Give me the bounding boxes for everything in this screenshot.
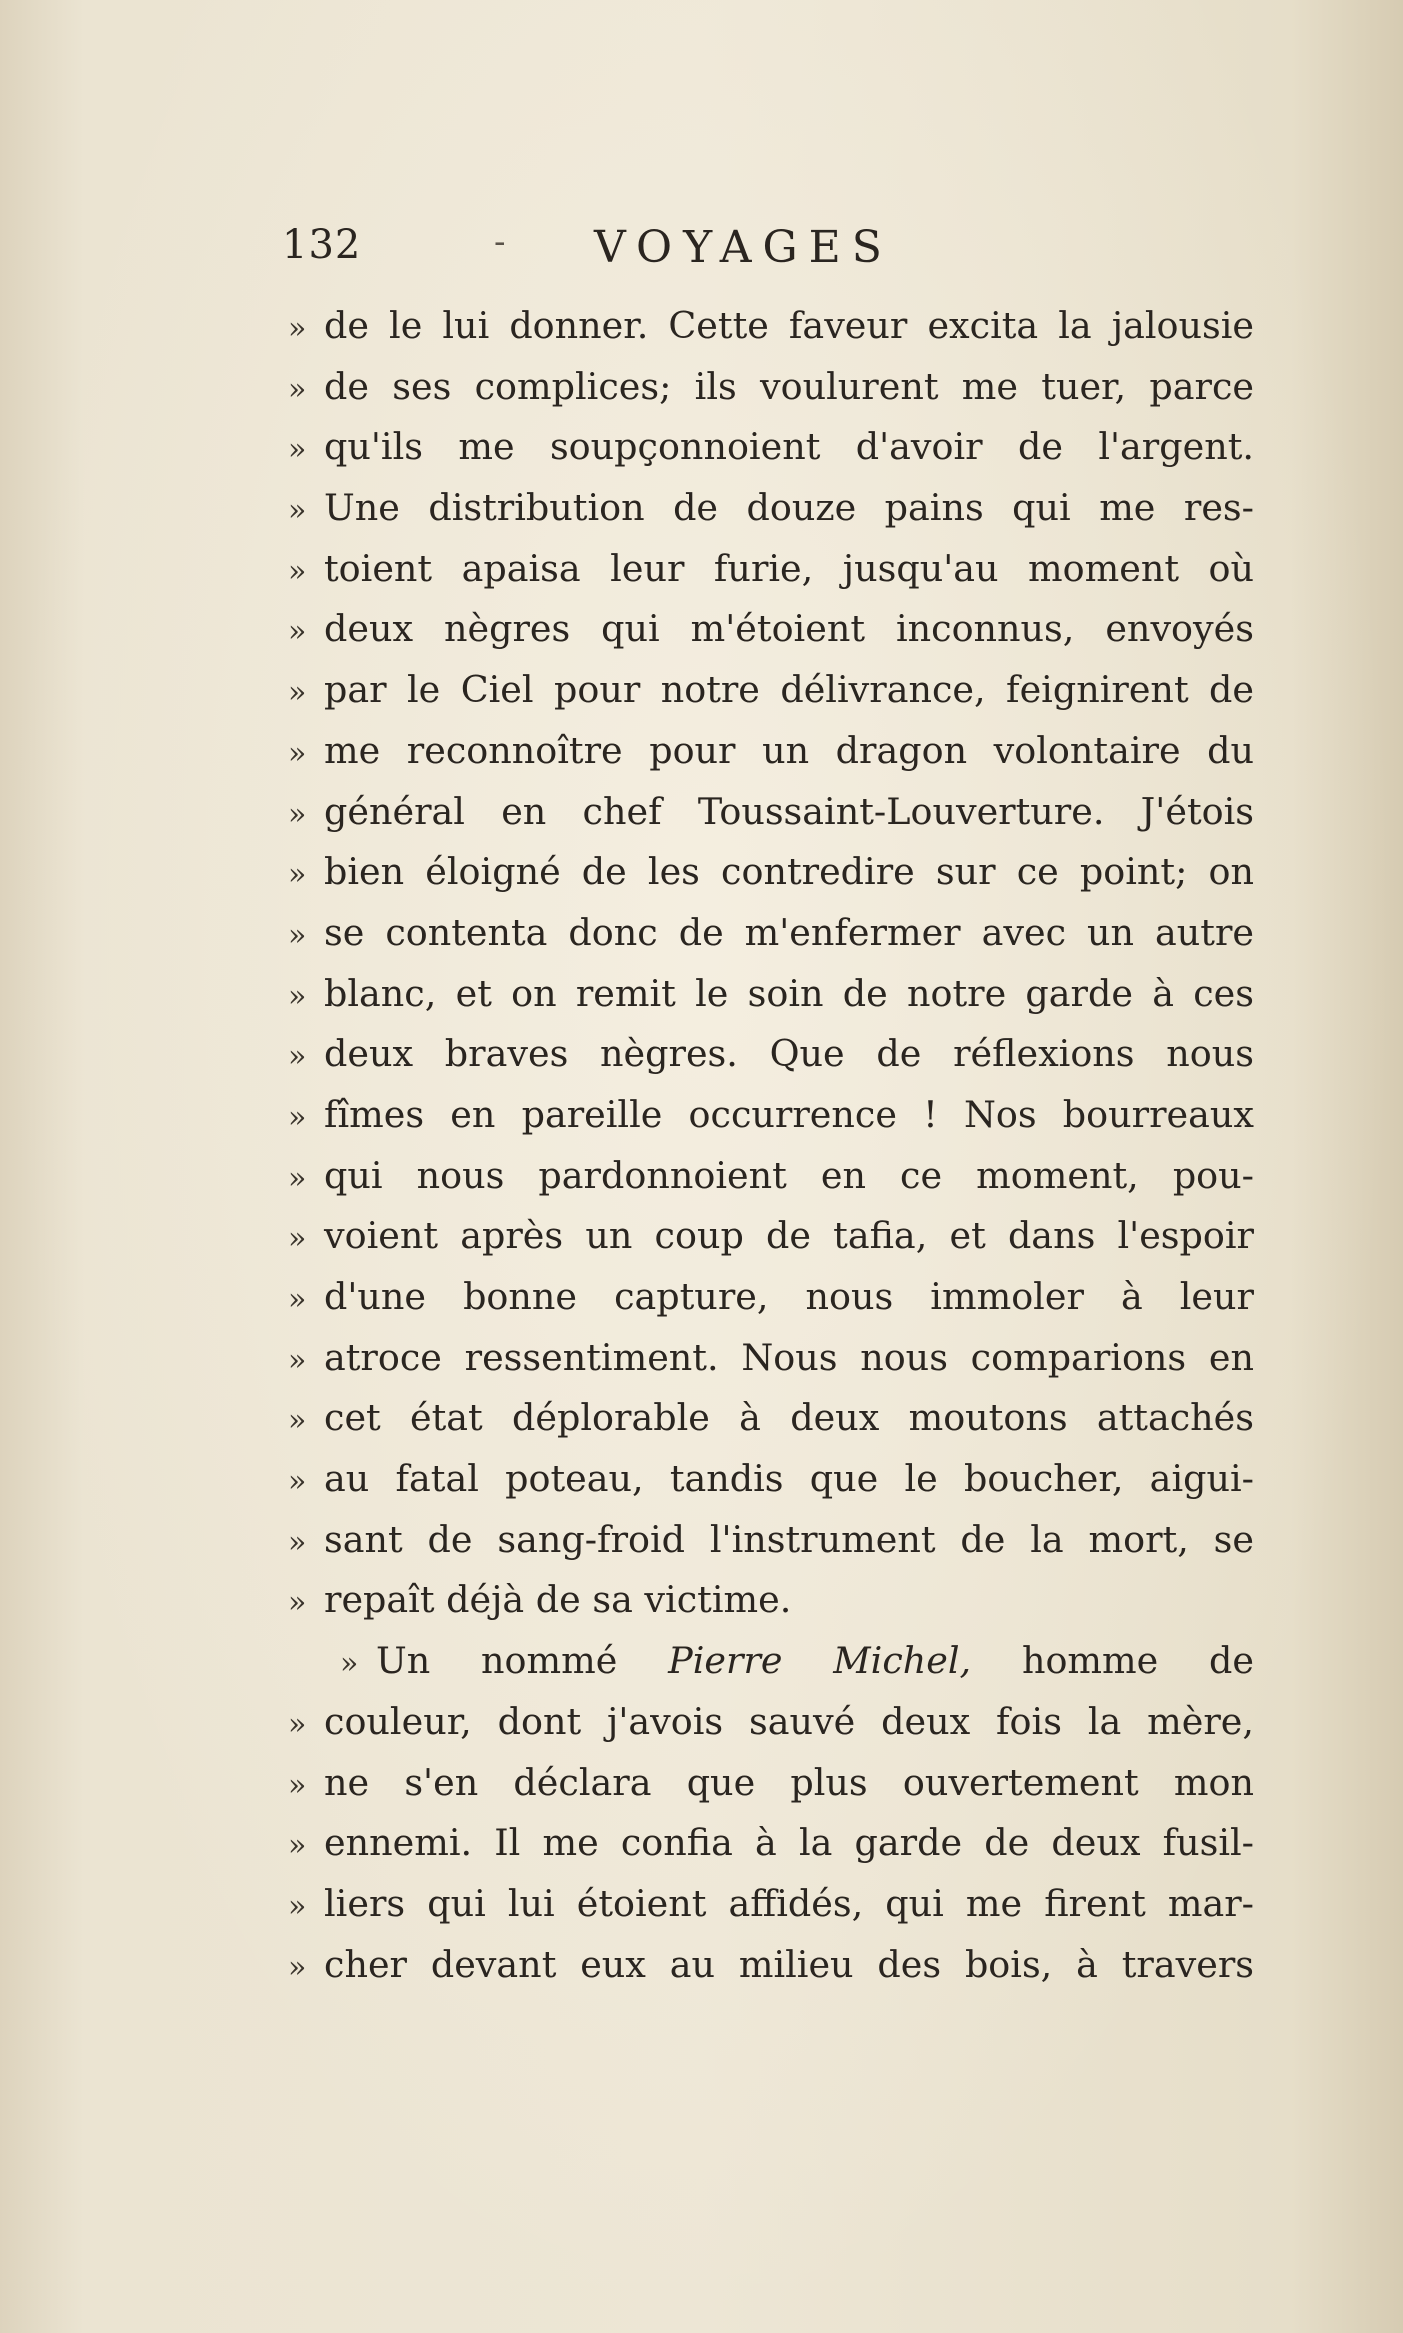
line-text: atroce ressentiment. Nous nous comparions en bbox=[324, 1335, 1254, 1379]
quote-mark: » bbox=[288, 1524, 307, 1560]
line-text: général en chef Toussaint-Louverture. J'étois bbox=[324, 789, 1254, 833]
text-line bbox=[288, 1813, 1254, 1874]
quote-mark: » bbox=[288, 1828, 307, 1864]
text-line bbox=[288, 1449, 1254, 1510]
text-line bbox=[288, 599, 1254, 660]
quote-mark: » bbox=[340, 1646, 359, 1682]
text-line bbox=[288, 1328, 1254, 1389]
text-line bbox=[288, 478, 1254, 539]
line-text: se contenta donc de m'enfermer avec un autre bbox=[324, 910, 1254, 954]
line-text: par le Ciel pour notre délivrance, feignirent de bbox=[324, 668, 1254, 712]
quote-mark: » bbox=[288, 917, 307, 953]
text-line bbox=[288, 1570, 1254, 1631]
line-text: au fatal poteau, tandis que le boucher, aigui- bbox=[324, 1457, 1254, 1501]
quote-mark: » bbox=[288, 857, 307, 893]
quote-mark: » bbox=[288, 1282, 307, 1317]
line-text: Un nommé bbox=[376, 1639, 618, 1683]
line-text: bien éloigné de les contredire sur ce point; on bbox=[324, 850, 1254, 894]
quote-mark: » bbox=[288, 432, 307, 468]
text-line bbox=[288, 417, 1254, 478]
quote-mark: » bbox=[288, 1160, 307, 1196]
header-dash: - bbox=[494, 222, 506, 262]
quote-mark: » bbox=[288, 1585, 307, 1621]
line-text: fîmes en pareille occurrence ! Nos bourreaux bbox=[324, 1092, 1254, 1136]
text-line bbox=[288, 1388, 1254, 1449]
quote-mark: » bbox=[288, 1949, 307, 1985]
line-text: cher devant eux au milieu des bois, à travers bbox=[324, 1942, 1254, 1986]
quote-mark: » bbox=[288, 311, 307, 346]
text-line bbox=[288, 1753, 1254, 1814]
line-text: couleur, dont j'avois sauvé deux fois la mère, bbox=[324, 1699, 1254, 1743]
line-text: de le lui donner. Cette faveur excita la jalousie bbox=[324, 304, 1254, 347]
text-line bbox=[288, 357, 1254, 418]
text-line bbox=[288, 1874, 1254, 1935]
line-text: ennemi. Il me confia à la garde de deux fusil- bbox=[324, 1821, 1254, 1865]
line-text: d'une bonne capture, nous immoler à leur bbox=[324, 1275, 1254, 1318]
line-text: Une distribution de douze pains qui me res- bbox=[324, 486, 1254, 530]
line-text: toient apaisa leur furie, jusqu'au moment où bbox=[324, 546, 1254, 590]
line-text: deux braves nègres. Que de réflexions nous bbox=[324, 1032, 1254, 1076]
text-line bbox=[288, 721, 1254, 782]
quote-mark: » bbox=[288, 493, 307, 529]
line-text: repaît déjà de sa victime. bbox=[324, 1578, 792, 1622]
text-line bbox=[288, 903, 1254, 964]
quote-mark: » bbox=[288, 735, 307, 771]
quote-mark: » bbox=[288, 1767, 307, 1803]
line-text: qui nous pardonnoient en ce moment, pou- bbox=[324, 1153, 1254, 1197]
line-text: me reconnoître pour un dragon volontaire du bbox=[324, 728, 1254, 772]
text-line bbox=[288, 1024, 1254, 1085]
line-text: deux nègres qui m'étoient inconnus, envoyés bbox=[324, 607, 1254, 651]
text-line bbox=[288, 1085, 1254, 1146]
line-text: liers qui lui étoient affidés, qui me firent mar- bbox=[324, 1881, 1254, 1925]
quote-mark: » bbox=[288, 1342, 307, 1378]
line-text: blanc, et on remit le soin de notre garde à ces bbox=[324, 971, 1254, 1015]
text-line bbox=[288, 1146, 1254, 1207]
line-text: voient après un coup de tafia, et dans l'espoir bbox=[324, 1214, 1254, 1258]
line-text: cet état déplorable à deux moutons attachés bbox=[324, 1396, 1254, 1440]
quote-mark: » bbox=[288, 1706, 307, 1742]
text-line bbox=[288, 842, 1254, 903]
text-line bbox=[288, 296, 1254, 357]
quote-mark: » bbox=[288, 796, 307, 832]
body-text bbox=[288, 296, 1254, 1995]
line-text: qu'ils me soupçonnoient d'avoir de l'argent. bbox=[324, 425, 1254, 469]
quote-mark: » bbox=[288, 1464, 307, 1500]
quote-mark: » bbox=[288, 675, 307, 711]
running-title: VOYAGES bbox=[594, 222, 893, 273]
page-header bbox=[282, 222, 1262, 282]
line-text: de ses complices; ils voulurent me tuer, parce bbox=[324, 364, 1254, 408]
text-line bbox=[288, 782, 1254, 843]
quote-mark: » bbox=[288, 371, 307, 407]
quote-mark: » bbox=[288, 1099, 307, 1135]
text-line bbox=[288, 1692, 1254, 1753]
text-line bbox=[288, 1206, 1254, 1267]
quote-mark: » bbox=[288, 1039, 307, 1075]
text-line bbox=[288, 539, 1254, 600]
quote-mark: » bbox=[288, 614, 307, 650]
quote-mark: » bbox=[288, 1221, 307, 1257]
quote-mark: » bbox=[288, 1403, 307, 1439]
line-text: homme de bbox=[1021, 1639, 1255, 1683]
line-text: ne s'en déclara que plus ouvertement mon bbox=[324, 1760, 1254, 1804]
quote-mark: » bbox=[288, 553, 307, 589]
text-line bbox=[288, 660, 1254, 721]
text-line bbox=[288, 1510, 1254, 1571]
paragraph-start-line bbox=[288, 1631, 1254, 1692]
person-name: Pierre Michel, bbox=[668, 1639, 972, 1683]
page-number: 132 bbox=[282, 222, 362, 268]
text-line bbox=[288, 964, 1254, 1025]
line-text: sant de sang-froid l'instrument de la mort, se bbox=[324, 1517, 1254, 1561]
quote-mark: » bbox=[288, 1888, 307, 1924]
quote-mark: » bbox=[288, 978, 307, 1014]
text-line bbox=[288, 1935, 1254, 1996]
text-line bbox=[288, 1267, 1254, 1328]
